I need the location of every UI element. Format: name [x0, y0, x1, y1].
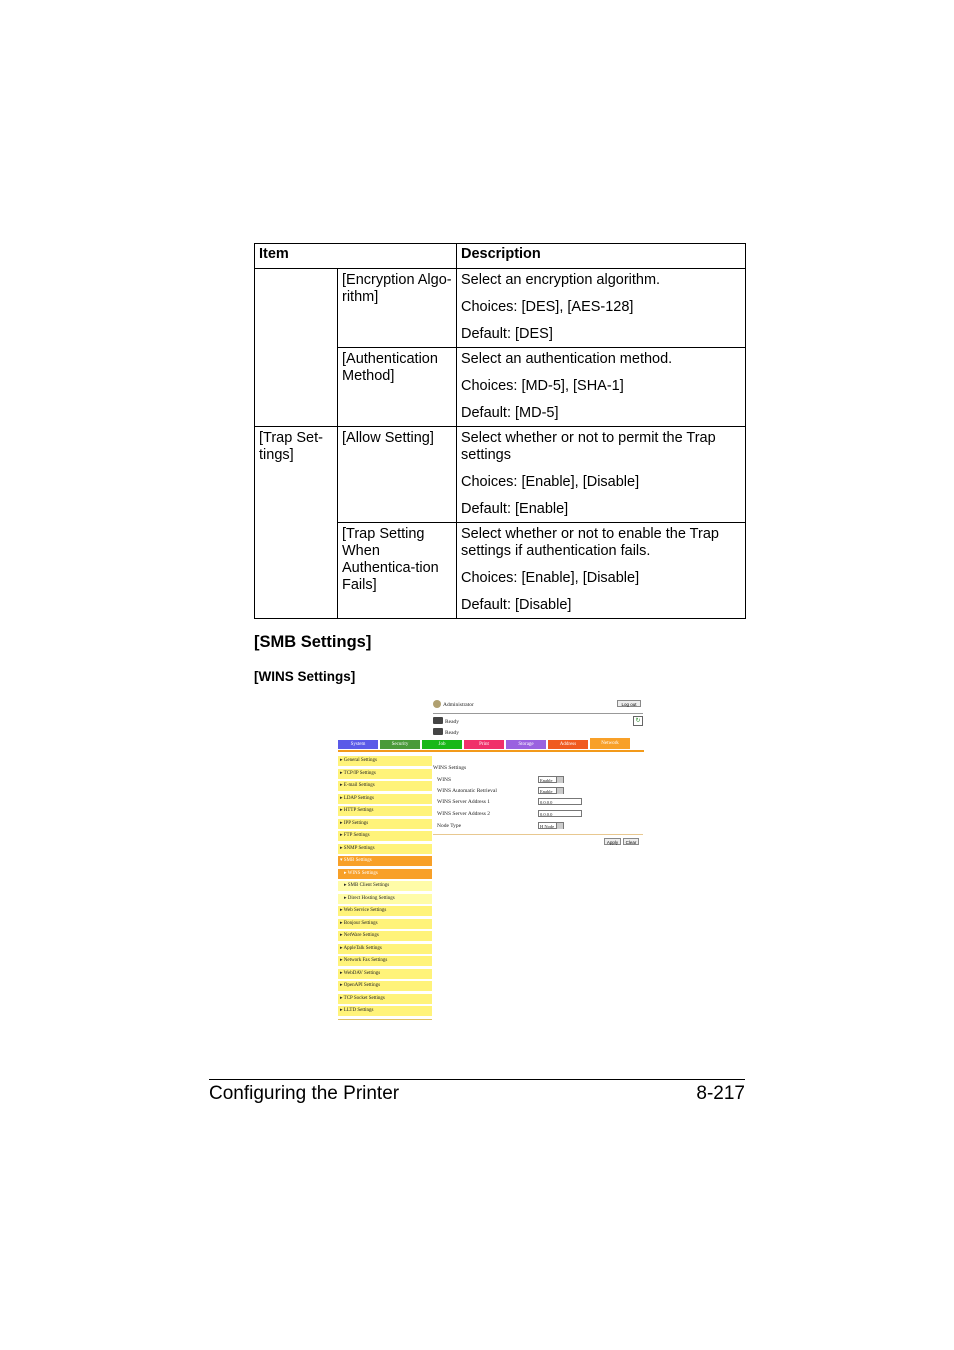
wins-label: WINS [437, 777, 452, 783]
sidebar-item-label: OpenAPI Settings [343, 983, 381, 988]
chevron-right-icon: ▸ [340, 945, 344, 951]
auto-retrieval-label: WINS Automatic Retrieval [437, 788, 497, 794]
desc-default: Default: [Enable] [461, 501, 569, 517]
chevron-right-icon: ▸ [340, 820, 344, 826]
sidebar-item[interactable] [338, 894, 432, 904]
chevron-right-icon: ▸ [340, 933, 344, 938]
item-trap-auth-fail: [Trap Setting When Authentica-tion Fails] [342, 526, 439, 593]
item-allow-setting: [Allow Setting] [342, 430, 434, 446]
server2-row [437, 810, 637, 818]
sidebar-item-label: TCP Socket Settings [343, 995, 385, 1001]
sidebar-item-label: Bonjour Settings [343, 920, 378, 926]
desc-default: Default: [MD-5] [461, 405, 559, 421]
server1-label: WINS Server Address 1 [437, 799, 491, 805]
server2-input[interactable]: 0.0.0.0 [538, 810, 582, 817]
subsection-title: [WINS Settings] [254, 669, 356, 684]
sidebar-item-label: SNMP Settings [343, 845, 375, 851]
tab-storage[interactable]: Storage [506, 740, 546, 749]
clear-button[interactable]: Clear [623, 838, 639, 845]
main-divider [433, 834, 643, 835]
sidebar-item-label: Direct Hosting Settings [347, 895, 395, 901]
chevron-right-icon: ▸ [344, 895, 348, 901]
desc-choices: Choices: [DES], [AES-128] [461, 299, 634, 315]
table-row [255, 427, 746, 523]
desc-text: Select an authentication method. [461, 351, 673, 367]
scanner-icon [433, 728, 443, 735]
sidebar-item-label: TCP/IP Settings [343, 770, 376, 776]
table-row [255, 269, 746, 348]
header-description: Description [457, 244, 746, 269]
sidebar-item-label: SMB Client Settings [347, 883, 390, 888]
sidebar-item[interactable] [338, 831, 432, 841]
desc-default: Default: [DES] [461, 326, 553, 342]
table-header-row [255, 244, 746, 269]
apply-button[interactable]: Apply [604, 838, 621, 845]
chevron-right-icon: ▸ [344, 870, 348, 876]
sidebar-item[interactable] [338, 956, 432, 966]
chevron-right-icon: ▸ [340, 908, 344, 913]
printer-icon [433, 717, 443, 724]
user-name: Administrator [443, 702, 474, 708]
tab-print[interactable]: Print [464, 740, 504, 749]
chevron-right-icon: ▸ [340, 845, 344, 851]
item-trap-settings: [Trap Set-tings] [259, 430, 323, 463]
sidebar-item-label: AppleTalk Settings [343, 945, 382, 951]
chevron-right-icon: ▸ [340, 958, 344, 963]
main-title: WINS Settings [433, 765, 467, 771]
tab-underline [338, 750, 644, 752]
auto-retrieval-row [437, 787, 637, 795]
tab-network[interactable]: Network [590, 738, 630, 749]
server1-input[interactable]: 0.0.0.0 [538, 798, 582, 805]
chevron-right-icon: ▸ [340, 758, 344, 763]
item-group-empty [255, 269, 338, 427]
item-authentication: [Authentication Method] [342, 351, 438, 384]
server2-label: WINS Server Address 2 [437, 811, 491, 817]
sidebar-item-label: Web Service Settings [343, 908, 387, 913]
desc-text: Select an encryption algorithm. [461, 272, 661, 288]
sidebar-item-label: NetWare Settings [343, 933, 379, 938]
node-type-select[interactable]: H Node [538, 822, 564, 829]
web-ui-screenshot [337, 697, 645, 1027]
tab-bar [338, 740, 644, 750]
node-type-row [437, 822, 637, 830]
sidebar-item[interactable] [338, 944, 432, 954]
sidebar-item-label: HTTP Settings [343, 808, 374, 813]
chevron-right-icon: ▸ [340, 833, 344, 838]
tab-security[interactable]: Security [380, 740, 420, 749]
sidebar-end [338, 1019, 432, 1020]
sidebar-item[interactable] [338, 806, 432, 816]
chevron-right-icon: ▸ [340, 995, 344, 1001]
tab-address[interactable]: Address [548, 740, 588, 749]
server1-row [437, 798, 637, 806]
page-number: 8-217 [696, 1083, 745, 1104]
refresh-icon[interactable]: ↻ [633, 716, 643, 726]
sidebar-item-label: LDAP Settings [343, 795, 374, 801]
settings-table [254, 243, 746, 619]
chevron-right-icon: ▸ [340, 983, 344, 988]
desc-text: Select whether or not to permit the Trap settings [461, 430, 716, 463]
printer-status: Ready [445, 719, 460, 725]
sidebar-item[interactable] [338, 819, 432, 829]
chevron-right-icon: ▸ [340, 808, 344, 813]
chevron-right-icon: ▸ [340, 1008, 344, 1013]
sidebar-item-label: E-mail Settings [343, 783, 375, 788]
desc-choices: Choices: [MD-5], [SHA-1] [461, 378, 624, 394]
sidebar-item-label: IPP Settings [343, 820, 369, 826]
tab-system[interactable]: System [338, 740, 378, 749]
footer-rule [209, 1079, 745, 1080]
sidebar-item-label: Network Fax Settings [343, 958, 388, 963]
tab-job[interactable]: Job [422, 740, 462, 749]
sidebar-item-label: SMB Settings [343, 858, 372, 863]
header-item: Item [255, 244, 457, 269]
desc-choices: Choices: [Enable], [Disable] [461, 474, 640, 490]
logout-button[interactable]: Log out [617, 700, 641, 707]
node-type-label: Node Type [437, 823, 462, 829]
desc-choices: Choices: [Enable], [Disable] [461, 570, 640, 586]
sidebar-item-label: FTP Settings [343, 833, 370, 838]
chevron-right-icon: ▸ [340, 920, 344, 926]
sidebar-item-label: WINS Settings [347, 870, 378, 876]
top-bar [433, 699, 643, 714]
auto-retrieval-select[interactable]: Enable [538, 787, 564, 794]
sidebar-item[interactable] [338, 1006, 432, 1016]
sidebar-item[interactable] [338, 856, 432, 866]
sidebar-item-label: LLTD Settings [343, 1008, 374, 1013]
sidebar-item[interactable] [338, 931, 432, 941]
sidebar-item[interactable] [338, 756, 432, 766]
sidebar-item[interactable] [338, 881, 432, 891]
scanner-status: Ready [445, 730, 460, 736]
sidebar-item[interactable] [338, 906, 432, 916]
chevron-right-icon: ▸ [340, 795, 344, 801]
sidebar-item[interactable] [338, 981, 432, 991]
chevron-right-icon: ▸ [340, 783, 344, 788]
sidebar-item[interactable] [338, 969, 432, 979]
footer-title: Configuring the Printer [209, 1083, 400, 1104]
sidebar-item[interactable] [338, 769, 432, 779]
user-icon [433, 700, 441, 708]
desc-text: Select whether or not to enable the Trap settings if authentication fails. [461, 526, 719, 559]
sidebar-item-label: General Settings [343, 758, 377, 763]
chevron-right-icon: ▸ [340, 770, 344, 776]
wins-row [437, 776, 637, 784]
chevron-right-icon: ▸ [344, 883, 348, 888]
sidebar-item[interactable] [338, 781, 432, 791]
item-encryption: [Encryption Algo-rithm] [342, 272, 452, 305]
section-title: [SMB Settings] [254, 633, 372, 651]
sidebar-menu [338, 756, 432, 1020]
sidebar-item[interactable] [338, 844, 432, 854]
chevron-right-icon: ▸ [340, 970, 344, 976]
sidebar-item[interactable] [338, 994, 432, 1004]
sidebar-item[interactable] [338, 869, 432, 879]
sidebar-item-label: WebDAV Settings [343, 970, 381, 976]
wins-select[interactable]: Enable [538, 776, 564, 783]
desc-default: Default: [Disable] [461, 597, 572, 613]
chevron-down-icon: ▾ [340, 858, 344, 863]
sidebar-item[interactable] [338, 794, 432, 804]
sidebar-item[interactable] [338, 919, 432, 929]
